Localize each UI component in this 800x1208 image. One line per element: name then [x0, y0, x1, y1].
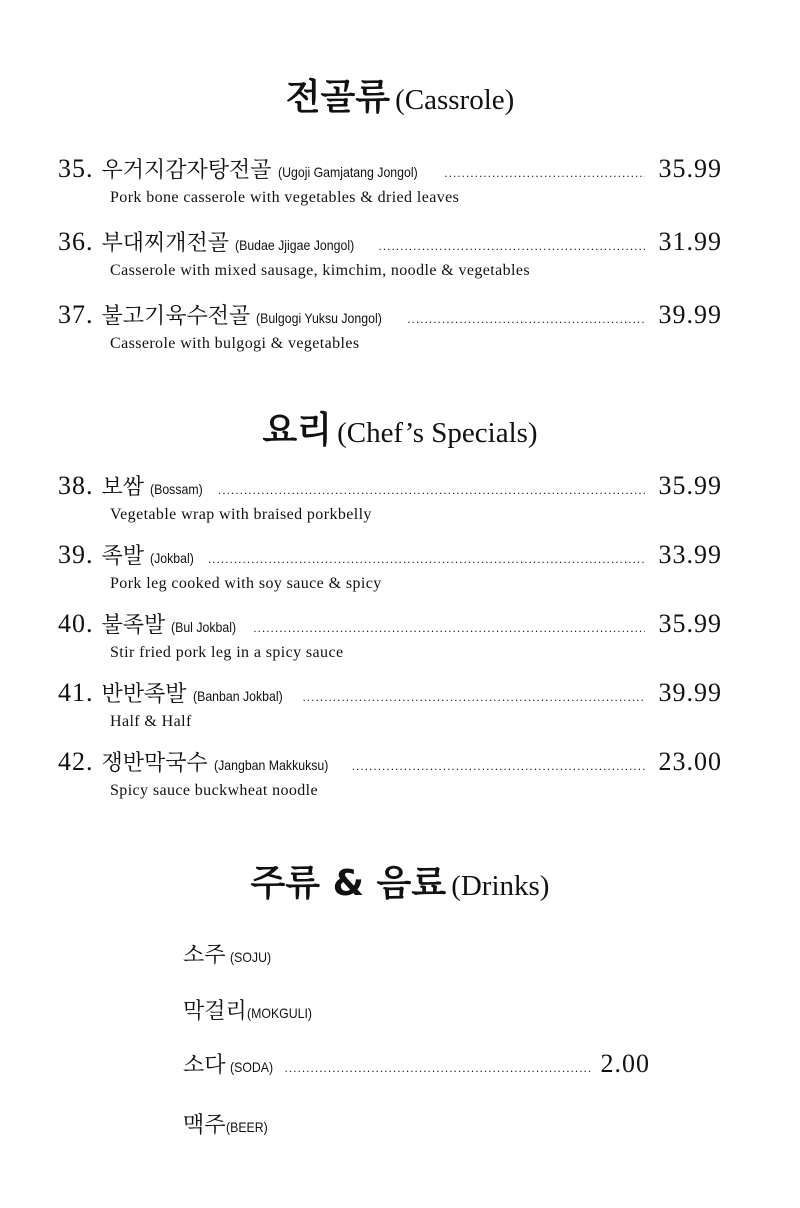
item-price: 31.99 [658, 227, 722, 256]
drink-name-en: (MOKGULI) [246, 1005, 312, 1021]
item-name-en: (Banban Jokbal) [192, 688, 283, 704]
item-name-en: (Bul Jokbal) [171, 619, 237, 635]
item-name-ko: 불고기육수전골 [101, 304, 251, 329]
item-price: 39.99 [658, 678, 722, 707]
item-name-en: (Bulgogi Yuksu Jongol) [256, 310, 383, 326]
item-number: 39. [58, 540, 94, 569]
dot-leader [352, 759, 645, 773]
item-description: Half & Half [110, 713, 192, 730]
specials-title-en: (Chef’s Specials) [337, 417, 538, 449]
drink-item-soju [183, 938, 276, 969]
drink-price: 2.00 [600, 1049, 651, 1078]
item-name-ko: 불족발 [101, 613, 166, 638]
item-number: 41. [58, 678, 94, 707]
item-name-ko: 족발 [101, 544, 145, 569]
item-number: 38. [58, 471, 94, 500]
item-description: Stir fried pork leg in a spicy sauce [110, 644, 344, 661]
item-name-ko: 보쌈 [101, 475, 145, 500]
menu-item-38 [58, 470, 722, 524]
item-number: 42. [58, 747, 94, 776]
menu-item-35 [58, 153, 722, 207]
specials-section-title [0, 410, 800, 451]
menu-item-37 [58, 299, 722, 353]
drink-name-ko: 소주 [183, 943, 226, 968]
specials-title-ko: 요리 [262, 410, 332, 451]
item-name-ko: 반반족발 [101, 682, 187, 707]
item-name-en: (Jokbal) [150, 550, 194, 566]
item-name-en: (Bossam) [150, 481, 203, 497]
item-number: 37. [58, 300, 94, 329]
menu-item-41 [58, 677, 722, 731]
item-name-ko: 부대찌개전골 [101, 231, 230, 256]
item-number: 36. [58, 227, 94, 256]
drinks-title-ko: 주류 & 음료 [250, 863, 447, 904]
drinks-title-en: (Drinks) [451, 870, 550, 902]
drinks-section-title [0, 863, 800, 904]
item-name-en: (Budae Jjigae Jongol) [235, 237, 355, 253]
menu-item-40 [58, 608, 722, 662]
casserole-title-ko: 전골류 [285, 77, 391, 118]
drink-name-en: (SODA) [229, 1059, 273, 1075]
drink-name-en: (SOJU) [229, 949, 271, 965]
item-description: Pork leg cooked with soy sauce & spicy [110, 575, 382, 592]
item-number: 40. [58, 609, 94, 638]
item-name-en: (Ugoji Gamjatang Jongol) [277, 164, 418, 180]
item-price: 33.99 [658, 540, 722, 569]
drink-name-en: (BEER) [225, 1119, 268, 1135]
item-price: 23.00 [658, 747, 722, 776]
casserole-section-title [0, 77, 800, 118]
dot-leader [253, 621, 644, 635]
drink-name-ko: 맥주 [183, 1113, 226, 1138]
dot-leader [407, 312, 644, 326]
item-number: 35. [58, 154, 94, 183]
dot-leader [378, 239, 644, 253]
menu-item-39 [58, 539, 722, 593]
dot-leader [218, 483, 645, 497]
item-name-ko: 우거지감자탕전골 [101, 158, 272, 183]
item-name-ko: 쟁반막국수 [101, 751, 208, 776]
dot-leader [285, 1061, 591, 1075]
drink-item-soda [183, 1048, 650, 1079]
dot-leader [208, 552, 645, 566]
item-price: 35.99 [658, 471, 722, 500]
drink-name-ko: 소다 [183, 1053, 226, 1078]
item-description: Casserole with mixed sausage, kimchim, noodle & vegetables [110, 262, 530, 279]
item-name-en: (Jangban Makkuksu) [213, 757, 329, 773]
item-price: 39.99 [658, 300, 722, 329]
menu-item-42 [58, 746, 722, 800]
casserole-title-en: (Cassrole) [395, 84, 515, 116]
drink-name-ko: 막걸리 [183, 999, 247, 1024]
dot-leader [444, 166, 644, 180]
item-price: 35.99 [658, 154, 722, 183]
menu-item-36 [58, 226, 722, 280]
drink-item-beer [183, 1108, 273, 1139]
item-description: Spicy sauce buckwheat noodle [110, 782, 319, 799]
dot-leader [302, 690, 644, 704]
item-price: 35.99 [658, 609, 722, 638]
item-description: Pork bone casserole with vegetables & dried leaves [110, 189, 460, 206]
drink-item-mokguli [183, 994, 321, 1025]
item-description: Casserole with bulgogi & vegetables [110, 335, 360, 352]
item-description: Vegetable wrap with braised porkbelly [110, 506, 372, 523]
